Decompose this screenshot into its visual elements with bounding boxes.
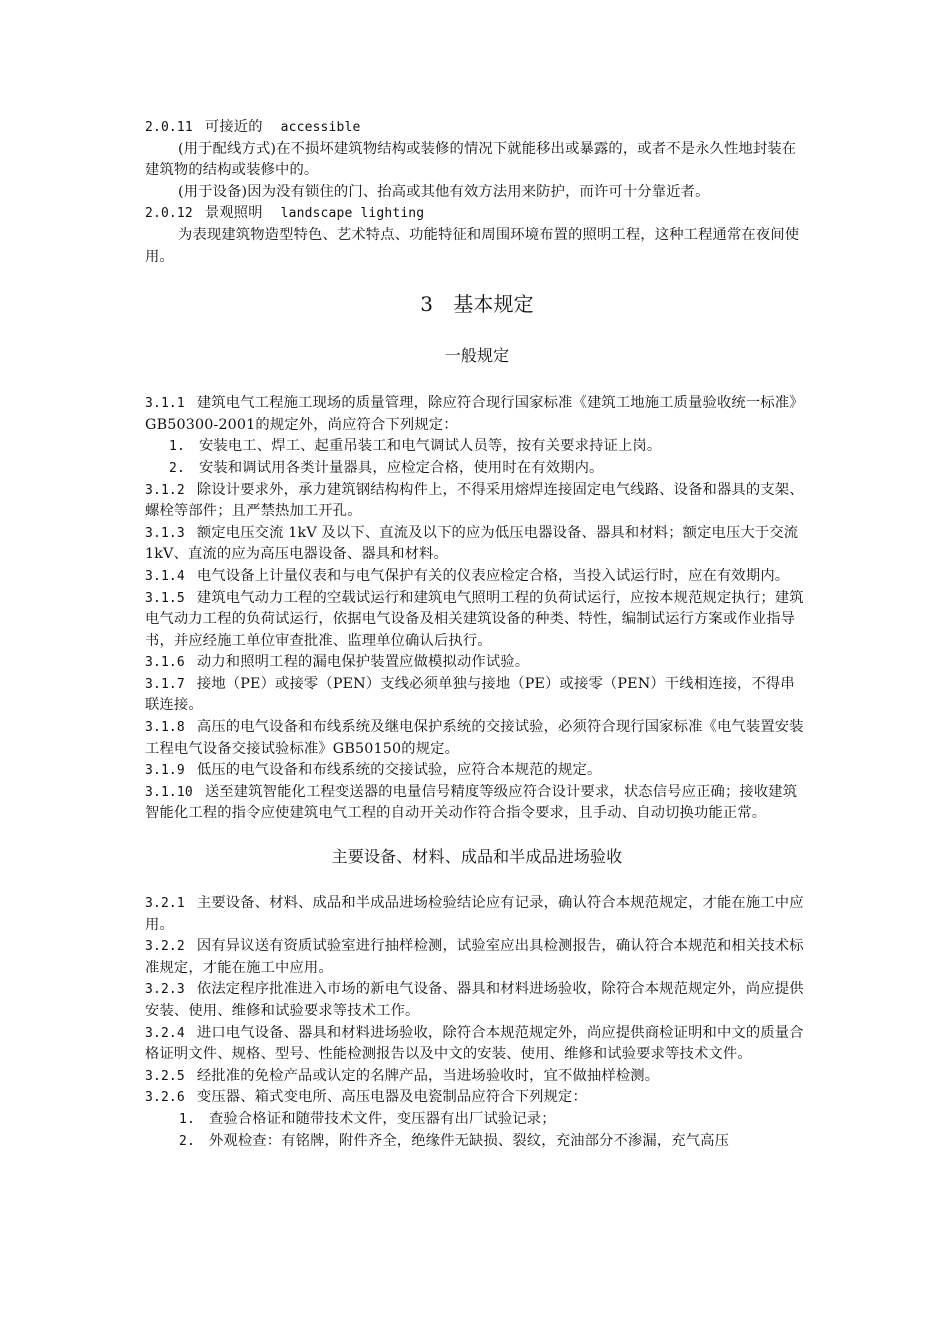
clause-number: 3.2.2 [145, 939, 185, 955]
clause-paragraph [145, 1023, 809, 1066]
list-item-text: 查验合格证和随带技术文件，变压器有出厂试验记录； [208, 1110, 556, 1127]
clause-text: 动力和照明工程的漏电保护装置应做模拟动作试验。 [196, 654, 530, 671]
list-item-text: 安装和调试用各类计量器具，应检定合格，使用时在有效期内。 [198, 459, 604, 476]
term-name: 景观照明 [204, 205, 263, 222]
term-name: 可接近的 [204, 119, 263, 135]
clause-number: 3.1.5 [145, 590, 185, 606]
clause-number: 3.2.4 [145, 1025, 185, 1041]
list-item-number: 1. [179, 1111, 195, 1127]
clause-text: 主要设备、材料、成品和半成品进场检验结论应有记录，确认符合本规范规定，才能在施工中应用。 [145, 895, 804, 933]
clause-number: 3.1.7 [145, 676, 185, 692]
clause-number: 3.1.8 [145, 720, 185, 736]
clause-number: 3.1.10 [145, 784, 193, 800]
clause-text: 变压器、箱式变电所、高压电器及电瓷制品应符合下列规定： [196, 1089, 587, 1106]
clause-text: 因有异议送有资质试验室进行抽样检测，试验室应出具检测报告，确认符合本规范和相关技术标准规定，才能在施工中应用。 [145, 938, 804, 976]
clause-paragraph [145, 1066, 809, 1088]
clause-text: 经批准的免检产品或认定的名牌产品，当进场验收时，宜不做抽样检测。 [196, 1067, 660, 1084]
clause-text: 送至建筑智能化工程变送器的电量信号精度等级应符合设计要求，状态信号应正确；接收建筑智能化工程的指令应使建筑电气工程的自动开关动作符合指令要求，且手动、自动切换功能正常。 [145, 783, 798, 822]
clause-text: 依法定程序批准进入市场的新电气设备、器具和材料进场验收，除符合本规范规定外，尚应提供安装、使用、维修和试验要求等技术工作。 [145, 981, 804, 1019]
clause-paragraph [145, 1087, 809, 1109]
clause-paragraph [145, 674, 809, 717]
term-definition-heading [145, 203, 809, 225]
clause-paragraph [145, 893, 809, 936]
term-code: 2.0.12 [145, 206, 193, 222]
list-item [145, 458, 809, 480]
term-code: 2.0.11 [145, 120, 193, 135]
list-item-number: 2. [169, 460, 185, 476]
clause-text: 建筑电气工程施工现场的质量管理，除应符合现行国家标准《建筑工地施工质量验收统一标准》GB50300-2001的规定外，尚应符合下列规定： [145, 395, 804, 433]
list-item-text: 安装电工、焊工、起重吊装工和电气调试人员等，按有关要求持证上岗。 [198, 438, 662, 455]
clause-paragraph [145, 652, 809, 674]
list-item [145, 1109, 809, 1131]
clause-paragraph [145, 782, 809, 825]
clause-text: 低压的电气设备和布线系统的交接试验，应符合本规范的规定。 [196, 762, 602, 779]
clause-number: 3.1.3 [145, 525, 185, 541]
clause-text: 高压的电气设备和布线系统及继电保护系统的交接试验，必须符合现行国家标准《电气装置安装工程电气设备交接试验标准》GB50150的规定。 [145, 719, 804, 757]
term-english: accessible [280, 120, 361, 135]
definition-paragraph: 为表现建筑物造型特色、艺术特点、功能特征和周围环境布置的照明工程，这种工程通常在夜间使用。 [145, 226, 800, 265]
section-title: 一般规定 [444, 346, 510, 366]
list-item-number: 2. [179, 1133, 195, 1149]
clause-paragraph [145, 717, 809, 760]
list-item-text: 外观检查：有铭牌，附件齐全，绝缘件无缺损、裂纹，充油部分不渗漏，充气高压 [208, 1132, 730, 1149]
clause-number: 3.1.1 [145, 396, 185, 412]
clause-number: 3.1.2 [145, 482, 185, 498]
definition-paragraph: (用于配线方式)在不损坏建筑物结构或装修的情况下就能移出或暴露的，或者不是永久性地封装在建筑物的结构或装修中的。 [145, 140, 797, 179]
clause-number: 3.2.6 [145, 1090, 185, 1106]
clause-number: 3.1.6 [145, 655, 185, 671]
clause-number: 3.1.9 [145, 763, 185, 779]
clause-paragraph [145, 760, 809, 782]
clause-paragraph [145, 588, 809, 653]
clause-paragraph [145, 480, 809, 523]
clause-text: 建筑电气动力工程的空载试运行和建筑电气照明工程的负荷试运行，应按本规范规定执行；建筑电气动力工程的负荷试运行，依据电气设备及相关建筑设备的种类、特性，编制试运行方案或作业指导书，并应经施工单位审查批准、监理单位确认后执行。 [145, 589, 804, 649]
clause-text: 接地（PE）或接零（PEN）支线必须单独与接地（PE）或接零（PEN）干线相连接，不得串联连接。 [145, 675, 795, 714]
definition-paragraph: (用于设备)因为没有锁住的门、抬高或其他有效方法用来防护，而许可十分靠近者。 [178, 183, 710, 200]
clause-text: 电气设备上计量仪表和与电气保护有关的仪表应检定合格，当投入试运行时，应在有效期内。 [196, 567, 790, 584]
term-english: landscape lighting [280, 206, 425, 222]
clause-paragraph [145, 566, 809, 588]
clause-number: 3.2.3 [145, 982, 185, 998]
clause-number: 3.2.1 [145, 896, 185, 912]
term-definition-heading [145, 117, 809, 139]
clause-paragraph [145, 393, 809, 436]
clause-number: 3.2.5 [145, 1068, 185, 1084]
list-item-number: 1. [169, 439, 185, 455]
clause-paragraph [145, 979, 809, 1022]
clause-paragraph [145, 936, 809, 979]
list-item [145, 1131, 809, 1153]
clause-paragraph [145, 523, 809, 566]
document-page [145, 117, 809, 1152]
clause-text: 除设计要求外，承力建筑钢结构构件上，不得采用熔焊连接固定电气线路、设备和器具的支架、螺栓等部件；且严禁热加工开孔。 [145, 481, 804, 520]
clause-text: 进口电气设备、器具和材料进场验收，除符合本规范规定外，尚应提供商检证明和中文的质量合格证明文件、规格、型号、性能检测报告以及中文的安装、使用、维修和试验要求等技术文件。 [145, 1024, 804, 1063]
chapter-title: 3 基本规定 [420, 292, 534, 317]
list-item [145, 436, 809, 458]
section-title: 主要设备、材料、成品和半成品进场验收 [331, 847, 623, 867]
clause-text: 额定电压交流 1kV 及以下、直流及以下的应为低压电器设备、器具和材料；额定电压大于交流 1kV、直流的应为高压电器设备、器具和材料。 [145, 524, 799, 563]
clause-number: 3.1.4 [145, 568, 185, 584]
